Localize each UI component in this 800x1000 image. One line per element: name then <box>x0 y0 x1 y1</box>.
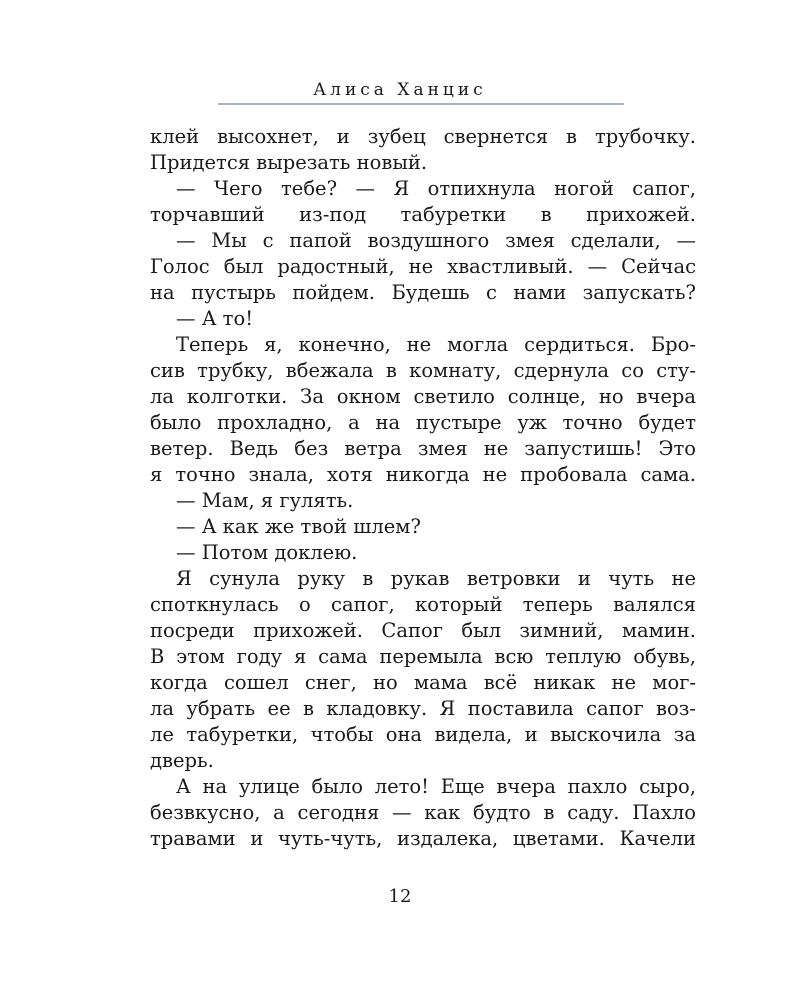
text-line: я точно знала, хотя никогда не пробовала сама. <box>150 463 696 486</box>
text-line: торчавший из-под табуретки в прихожей. <box>150 203 696 226</box>
page-number: 12 <box>388 886 412 907</box>
running-head-author: Алиса Ханцис <box>313 80 487 100</box>
text-line: безвкусно, а сегодня — как будто в саду. Пахло <box>150 801 696 824</box>
text-line: — Чего тебе? — Я отпихнула ногой сапог, <box>176 177 696 200</box>
text-line: на пустырь пойдем. Будешь с нами запускать? <box>150 281 696 304</box>
text-line: клей высохнет, и зубец свернется в трубочку. <box>150 125 696 148</box>
header-rule <box>218 103 624 105</box>
text-line: — Потом доклею. <box>176 541 358 564</box>
text-line: ла убрать ее в кладовку. Я поставила сапог воз- <box>150 697 696 720</box>
text-line: Придется вырезать новый. <box>150 151 428 174</box>
text-line: — А как же твой шлем? <box>176 515 421 538</box>
text-line: ла колготки. За окном светило солнце, но вчера <box>150 385 696 408</box>
text-line: споткнулась о сапог, который теперь валялся <box>150 593 696 616</box>
text-line: А на улице было лето! Еще вчера пахло сыро, <box>176 775 696 798</box>
text-line: — Мы с папой воздушного змея сделали, — <box>176 229 696 252</box>
body-text <box>150 124 696 852</box>
text-line: было прохладно, а на пустыре уж точно будет <box>150 411 696 434</box>
text-line: травами и чуть-чуть, издалека, цветами. Качели <box>150 827 696 850</box>
text-line: посреди прихожей. Сапог был зимний, мамин. <box>150 619 696 642</box>
text-line: — А то! <box>176 307 254 330</box>
text-line: В этом году я сама перемыла всю теплую обувь, <box>150 645 696 668</box>
text-line: — Мам, я гулять. <box>176 489 354 512</box>
text-line: Теперь я, конечно, не могла сердиться. Бро- <box>176 333 696 356</box>
text-line: Я сунула руку в рукав ветровки и чуть не <box>176 567 696 590</box>
text-line: когда сошел снег, но мама всё никак не мог- <box>150 671 696 694</box>
text-line: дверь. <box>150 749 214 772</box>
text-line: ле табуретки, чтобы она видела, и выскочила за <box>150 723 696 746</box>
text-line: сив трубку, вбежала в комнату, сдернула со сту- <box>150 359 696 382</box>
text-line: Голос был радостный, не хвастливый. — Сейчас <box>150 255 696 278</box>
text-line: ветер. Ведь без ветра змея не запустишь! Это <box>150 437 696 460</box>
